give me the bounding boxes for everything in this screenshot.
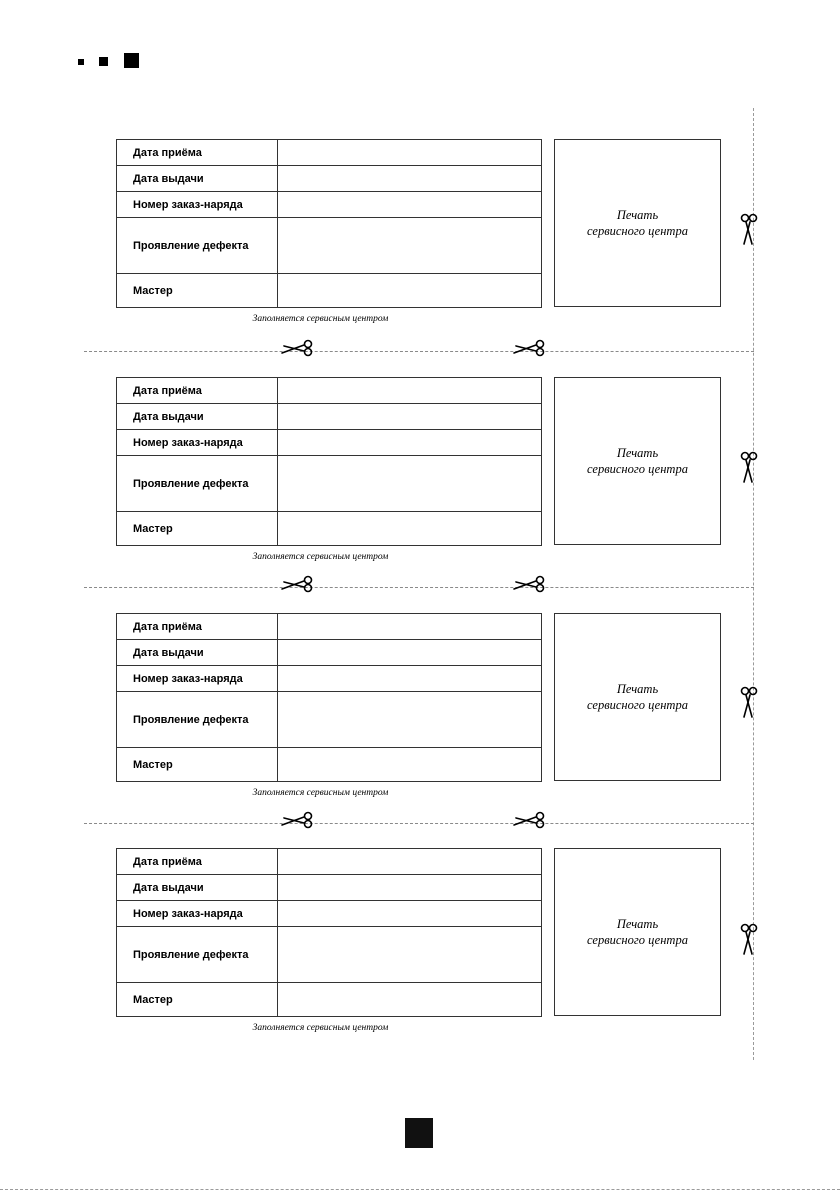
scissors-icon <box>512 809 552 831</box>
service-form <box>116 139 542 308</box>
scissors-icon <box>738 920 760 956</box>
form-note: Заполняется сервисным центром <box>252 788 389 798</box>
issue-date-label: Дата выдачи <box>117 166 278 192</box>
issue-date-label: Дата выдачи <box>117 640 278 666</box>
defect-label: Проявление дефекта <box>117 456 278 512</box>
order-number-label: Номер заказ-наряда <box>117 666 278 692</box>
service-form <box>116 613 542 782</box>
scissors-icon <box>512 573 552 595</box>
order-number-field[interactable] <box>278 192 542 218</box>
order-number-field[interactable] <box>278 901 542 927</box>
coupon <box>0 377 840 577</box>
scissors-icon <box>738 448 760 484</box>
stamp-box <box>554 613 721 781</box>
defect-field[interactable] <box>278 456 542 512</box>
issue-date-label: Дата выдачи <box>117 875 278 901</box>
form-note: Заполняется сервисным центром <box>252 1023 389 1033</box>
stamp-box <box>554 377 721 545</box>
form-note: Заполняется сервисным центром <box>252 314 389 324</box>
scissors-icon <box>738 210 760 246</box>
horizontal-cut-line <box>84 823 754 824</box>
issue-date-field[interactable] <box>278 875 542 901</box>
accept-date-field[interactable] <box>278 614 542 640</box>
master-label: Мастер <box>117 512 278 546</box>
master-label: Мастер <box>117 983 278 1017</box>
issue-date-field[interactable] <box>278 640 542 666</box>
defect-field[interactable] <box>278 927 542 983</box>
master-field[interactable] <box>278 512 542 546</box>
horizontal-cut-line <box>84 351 754 352</box>
form-note: Заполняется сервисным центром <box>252 552 389 562</box>
stamp-box <box>554 848 721 1016</box>
defect-label: Проявление дефекта <box>117 218 278 274</box>
order-number-field[interactable] <box>278 430 542 456</box>
accept-date-label: Дата приёма <box>117 614 278 640</box>
accept-date-field[interactable] <box>278 849 542 875</box>
order-number-label: Номер заказ-наряда <box>117 192 278 218</box>
defect-label: Проявление дефекта <box>117 927 278 983</box>
horizontal-cut-line <box>84 587 754 588</box>
defect-field[interactable] <box>278 692 542 748</box>
accept-date-label: Дата приёма <box>117 140 278 166</box>
stamp-box <box>554 139 721 307</box>
accept-date-label: Дата приёма <box>117 849 278 875</box>
stamp-line2: сервисного центра <box>587 933 688 947</box>
marker-small-square-icon <box>78 59 84 65</box>
scissors-icon <box>280 809 320 831</box>
page-marker-square-icon <box>405 1118 433 1148</box>
defect-label: Проявление дефекта <box>117 692 278 748</box>
order-number-label: Номер заказ-наряда <box>117 901 278 927</box>
service-form <box>116 377 542 546</box>
master-label: Мастер <box>117 274 278 308</box>
scissors-icon <box>512 337 552 359</box>
service-form <box>116 848 542 1017</box>
master-field[interactable] <box>278 748 542 782</box>
stamp-line1: Печать <box>616 917 659 931</box>
marker-medium-square-icon <box>99 57 108 66</box>
accept-date-label: Дата приёма <box>117 378 278 404</box>
scissors-icon <box>280 573 320 595</box>
stamp-line2: сервисного центра <box>587 224 688 238</box>
stamp-line1: Печать <box>616 446 659 460</box>
stamp-line2: сервисного центра <box>587 698 688 712</box>
issue-date-label: Дата выдачи <box>117 404 278 430</box>
master-label: Мастер <box>117 748 278 782</box>
accept-date-field[interactable] <box>278 378 542 404</box>
coupon <box>0 613 840 813</box>
master-field[interactable] <box>278 983 542 1017</box>
coupon <box>0 139 840 339</box>
master-field[interactable] <box>278 274 542 308</box>
defect-field[interactable] <box>278 218 542 274</box>
issue-date-field[interactable] <box>278 404 542 430</box>
stamp-line1: Печать <box>616 208 659 222</box>
stamp-line1: Печать <box>616 682 659 696</box>
order-number-label: Номер заказ-наряда <box>117 430 278 456</box>
bottom-cut-line <box>0 1189 840 1190</box>
scissors-icon <box>738 683 760 719</box>
coupon <box>0 848 840 1048</box>
issue-date-field[interactable] <box>278 166 542 192</box>
stamp-line2: сервисного центра <box>587 462 688 476</box>
scissors-icon <box>280 337 320 359</box>
accept-date-field[interactable] <box>278 140 542 166</box>
order-number-field[interactable] <box>278 666 542 692</box>
marker-large-square-icon <box>124 53 139 68</box>
